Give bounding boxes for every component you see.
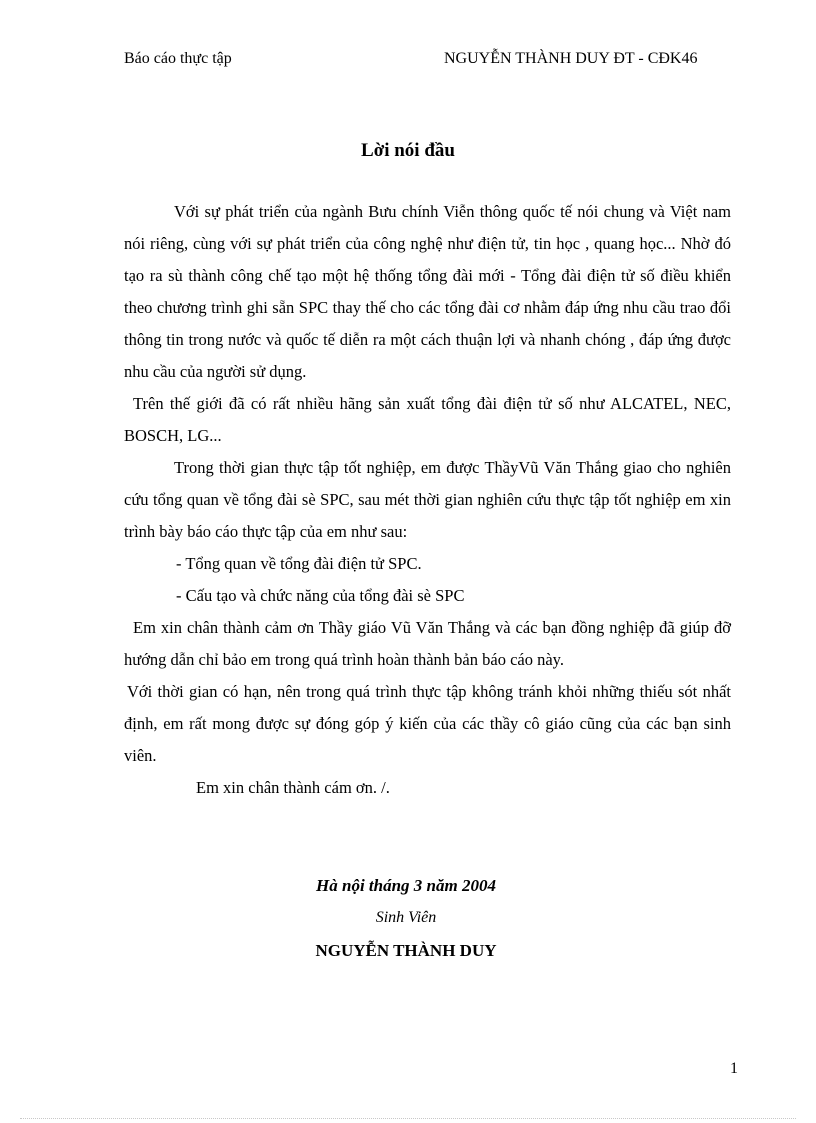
signature-role: Sinh Viên xyxy=(375,909,437,926)
paragraph-limitations: Với thời gian có hạn, nên trong quá trình thực tập không tránh khỏi những thiếu sót nhất định, em rất mong được sự đóng góp ý kiến của các thầy cô giáo cũng của các bạn sinh viên. xyxy=(124,682,731,765)
list-item: - Cấu tạo và chức năng của tổng đài sè SPC xyxy=(176,586,465,605)
paragraph-manufacturers: Trên thế giới đã có rất nhiều hãng sản xuất tổng đài điện tử số như ALCATEL, NEC, BOSCH, LG... xyxy=(124,394,731,445)
header-right: NGUYỄN THÀNH DUY ĐT - CĐK46 xyxy=(444,50,698,67)
paragraph-intro: Với sự phát triển của ngành Bưu chính Viễn thông quốc tế nói chung và Việt nam nói riêng, cùng với sự phát triển của công nghệ như điện tử, tin học , quang học... Nhờ đó tạo ra sù thành công chế tạo một hệ thống tổng đài mới - Tổng đài điện tử số điều khiển theo chương trình ghi sẵn SPC thay thế cho các tổng đài cơ nhằm đáp ứng nhu cầu trao đổi thông tin trong nước và quốc tế diễn ra một cách thuận lợi và nhanh chóng , đáp ứng được nhu cầu của người sử dụng. xyxy=(124,202,731,381)
header-left: Báo cáo thực tập xyxy=(124,50,232,67)
document-body xyxy=(124,196,731,804)
paragraph-closing: Em xin chân thành cám ơn. /. xyxy=(196,778,390,797)
page-bottom-divider xyxy=(20,1118,796,1119)
page-title: Lời nói đầu xyxy=(361,140,455,161)
page-number: 1 xyxy=(730,1060,738,1077)
signature-name: NGUYỄN THÀNH DUY xyxy=(315,941,497,960)
list-item: - Tổng quan về tổng đài điện tử SPC. xyxy=(176,554,422,573)
paragraph-thanks-teacher: Em xin chân thành cảm ơn Thầy giáo Vũ Văn Thắng và các bạn đồng nghiệp đã giúp đỡ hướng dẫn chỉ bảo em trong quá trình hoàn thành bản báo cáo này. xyxy=(124,618,731,669)
signature-date: Hà nội tháng 3 năm 2004 xyxy=(316,876,496,895)
paragraph-internship: Trong thời gian thực tập tốt nghiệp, em được ThầyVũ Văn Thắng giao cho nghiên cứu tổng quan về tổng đài sè SPC, sau mét thời gian nghiên cứu thực tập tốt nghiệp em xin trình bày báo cáo thực tập của em như sau: xyxy=(124,458,731,541)
